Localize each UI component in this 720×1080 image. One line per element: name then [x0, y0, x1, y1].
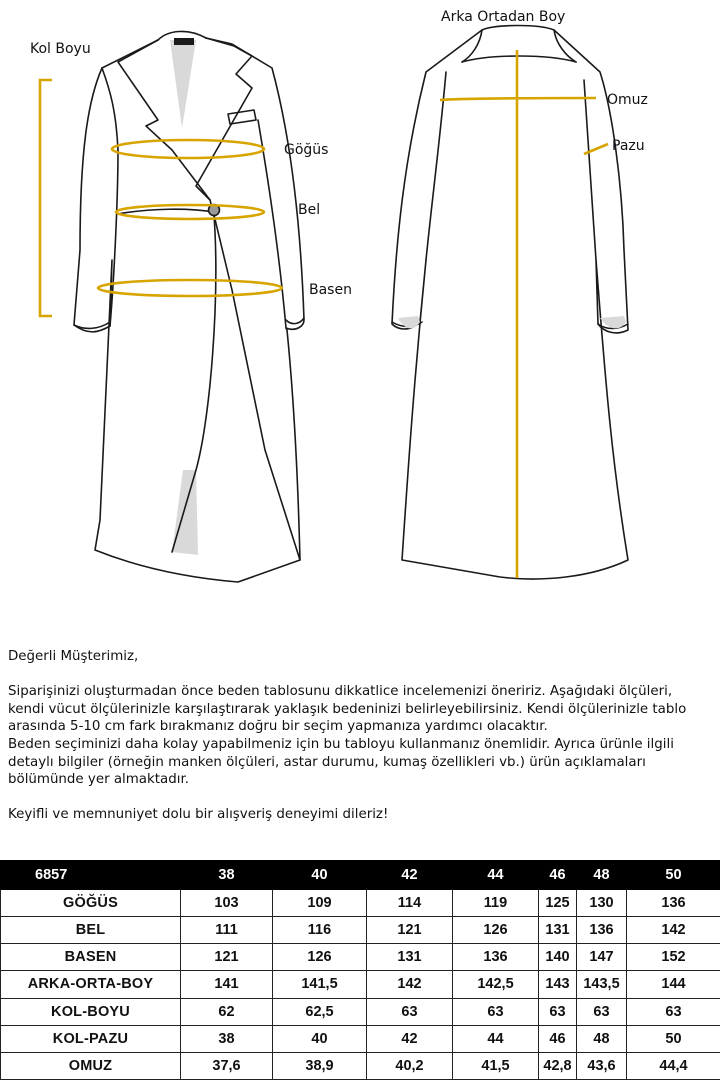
customer-note [8, 648, 712, 824]
chest-marker [112, 140, 264, 158]
table-cell: 136 [577, 917, 627, 944]
table-row [1, 944, 720, 971]
table-cell: 46 [539, 1025, 577, 1052]
label-upper-arm: Pazu [612, 138, 645, 154]
header-cell-size: 46 [539, 861, 577, 890]
label-sleeve-length: Kol Boyu [30, 41, 91, 57]
label-chest: Göğüs [284, 142, 329, 158]
table-cell: 142 [627, 917, 720, 944]
table-header-row [1, 861, 720, 890]
table-cell: 114 [367, 890, 453, 917]
table-cell: 50 [627, 1025, 720, 1052]
table-cell: 37,6 [181, 1052, 273, 1079]
table-cell: 111 [181, 917, 273, 944]
row-label: GÖĞÜS [1, 890, 181, 917]
table-cell: 121 [367, 917, 453, 944]
header-cell-size: 50 [627, 861, 720, 890]
header-cell-size: 44 [453, 861, 539, 890]
table-cell: 140 [539, 944, 577, 971]
table-cell: 116 [273, 917, 367, 944]
table-cell: 131 [367, 944, 453, 971]
table-cell: 143,5 [577, 971, 627, 998]
row-label: KOL-BOYU [1, 998, 181, 1025]
table-row [1, 917, 720, 944]
table-cell: 119 [453, 890, 539, 917]
table-cell: 121 [181, 944, 273, 971]
table-cell: 43,6 [577, 1052, 627, 1079]
note-paragraph-2: Beden seçiminizi daha kolay yapabilmeniz için bu tabloyu kullanmanız önemlidir. Ayrıca ürünle ilgili detaylı bilgiler (örneğin manken ölçüleri, astar durumu, kumaş özellikleri vb.) ürün açıklamaları bölümünde yer almaktadır. [8, 736, 674, 788]
table-cell: 143 [539, 971, 577, 998]
table-cell: 62,5 [273, 998, 367, 1025]
table-cell: 44,4 [627, 1052, 720, 1079]
table-cell: 44 [453, 1025, 539, 1052]
table-row [1, 971, 720, 998]
table-cell: 40,2 [367, 1052, 453, 1079]
table-cell: 147 [577, 944, 627, 971]
note-paragraph-1: Siparişinizi oluşturmadan önce beden tablosunu dikkatlice incelemenizi öneririz. Aşağıdaki ölçüleri, kendi vücut ölçülerinizle karşılaştırarak yaklaşık bedeninizi belirleyebilirsiniz. Kendi ölçülerinizle tablo arasında 5-10 cm fark bırakmanız doğru bir seçim yapmanıza yardımcı olacaktır. [8, 684, 687, 735]
sleeve-length-marker [40, 80, 52, 316]
row-label: KOL-PAZU [1, 1025, 181, 1052]
table-cell: 125 [539, 890, 577, 917]
table-row [1, 998, 720, 1025]
table-cell: 40 [273, 1025, 367, 1052]
table-row [1, 1052, 720, 1079]
table-cell: 63 [627, 998, 720, 1025]
row-label: OMUZ [1, 1052, 181, 1079]
row-label: ARKA-ORTA-BOY [1, 971, 181, 998]
table-cell: 109 [273, 890, 367, 917]
table-cell: 136 [627, 890, 720, 917]
header-cell-size: 40 [273, 861, 367, 890]
table-cell: 141,5 [273, 971, 367, 998]
table-row [1, 1025, 720, 1052]
label-waist: Bel [298, 202, 321, 218]
table-cell: 63 [577, 998, 627, 1025]
coat-front-illustration [74, 31, 304, 582]
header-cell-size: 48 [577, 861, 627, 890]
header-cell-model: 6857 [1, 861, 181, 890]
table-cell: 38 [181, 1025, 273, 1052]
waist-marker [116, 205, 264, 219]
table-cell: 42,8 [539, 1052, 577, 1079]
table-cell: 63 [453, 998, 539, 1025]
greeting-text: Değerli Müşterimiz, [8, 649, 139, 664]
back-measure-marks [440, 50, 608, 578]
table-cell: 136 [453, 944, 539, 971]
table-row [1, 890, 720, 917]
row-label: BASEN [1, 944, 181, 971]
table-cell: 142 [367, 971, 453, 998]
table-cell: 62 [181, 998, 273, 1025]
header-cell-size: 42 [367, 861, 453, 890]
hip-marker [98, 280, 282, 296]
table-cell: 63 [539, 998, 577, 1025]
table-cell: 126 [273, 944, 367, 971]
table-cell: 152 [627, 944, 720, 971]
table-cell: 141 [181, 971, 273, 998]
label-hip: Basen [309, 282, 352, 298]
closing-text: Keyifli ve memnuniyet dolu bir alışveriş deneyimi dileriz! [8, 807, 389, 823]
label-shoulder: Omuz [607, 92, 648, 108]
table-cell: 126 [453, 917, 539, 944]
label-back-center-length: Arka Ortadan Boy [441, 9, 566, 25]
front-measure-marks [40, 80, 282, 316]
row-label: BEL [1, 917, 181, 944]
header-cell-size: 38 [181, 861, 273, 890]
table-cell: 48 [577, 1025, 627, 1052]
table-cell: 41,5 [453, 1052, 539, 1079]
table-cell: 38,9 [273, 1052, 367, 1079]
table-cell: 42 [367, 1025, 453, 1052]
size-chart-table [0, 860, 720, 1080]
table-cell: 63 [367, 998, 453, 1025]
table-cell: 130 [577, 890, 627, 917]
coat-back-illustration [392, 26, 628, 579]
table-cell: 142,5 [453, 971, 539, 998]
table-cell: 103 [181, 890, 273, 917]
table-cell: 144 [627, 971, 720, 998]
table-cell: 131 [539, 917, 577, 944]
